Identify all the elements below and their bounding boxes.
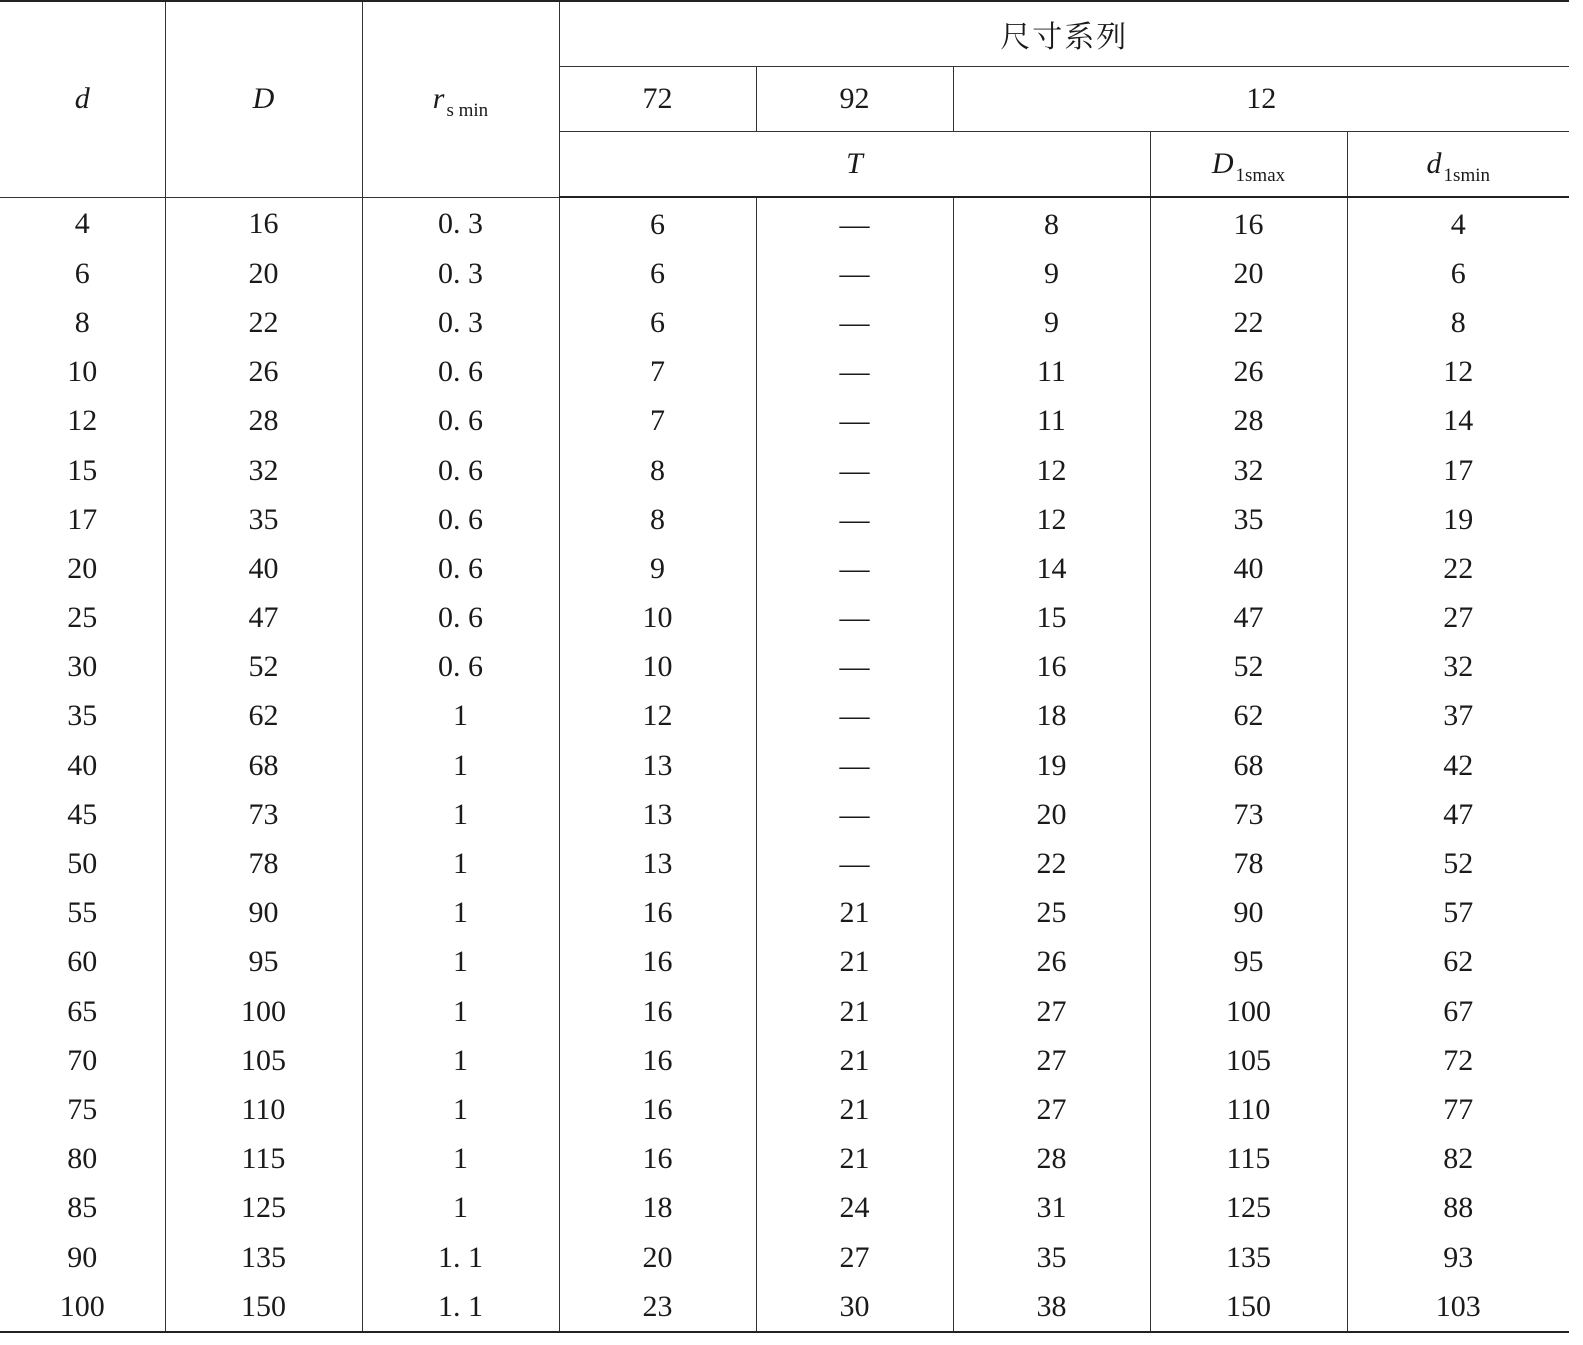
cell-T-92: 27 [756,1233,953,1282]
table-row [0,1036,1569,1085]
cell-r-s-min: 1 [362,1085,559,1134]
cell-D1smax: 35 [1150,495,1347,544]
cell-T-72: 16 [559,1085,756,1134]
cell-T-12: 27 [953,1036,1150,1085]
table-row [0,298,1569,347]
cell-T-12: 14 [953,544,1150,593]
cell-d1smin: 62 [1347,938,1569,987]
cell-r-s-min: 1 [362,1184,559,1233]
cell-d: 55 [67,896,98,930]
cell-d: 75 [67,1092,98,1126]
cell-T-72: 13 [559,839,756,888]
cell-T-12: 12 [953,446,1150,495]
cell-T-92: — [756,397,953,446]
header-d1-main: d [1426,147,1442,180]
cell-T-12: 18 [953,692,1150,741]
cell-D: 32 [165,446,362,495]
cell-T-12: 27 [953,1085,1150,1134]
cell-d: 80 [67,1142,98,1176]
cell-T-92: 21 [756,938,953,987]
cell-D: 90 [165,889,362,938]
cell-D1smax: 100 [1150,987,1347,1036]
cell-d1smin: 19 [1347,495,1569,544]
header-r-sub: s min [446,100,489,122]
cell-d1smin: 17 [1347,446,1569,495]
cell-d1smin: 47 [1347,790,1569,839]
cell-d: 17 [67,502,98,536]
cell-d: 85 [67,1191,98,1225]
cell-T-92: 30 [756,1282,953,1332]
cell-D1smax: 110 [1150,1085,1347,1134]
cell-d: 25 [67,601,98,635]
cell-T-72: 6 [559,197,756,249]
cell-T-92: — [756,197,953,249]
cell-r-s-min: 0. 3 [362,249,559,298]
cell-D: 35 [165,495,362,544]
cell-T-72: 18 [559,1184,756,1233]
cell-D: 105 [165,1036,362,1085]
cell-r-s-min: 1 [362,1135,559,1184]
cell-D1smax: 22 [1150,298,1347,347]
cell-T-12: 11 [953,348,1150,397]
cell-d: 10 [67,355,98,389]
table-row [0,1282,1569,1332]
cell-D1smax: 78 [1150,839,1347,888]
cell-d: 90 [67,1240,98,1274]
cell-T-92: — [756,839,953,888]
table-row [0,643,1569,692]
table-row [0,889,1569,938]
header-r-main: r [432,82,445,116]
cell-r-s-min: 0. 6 [362,643,559,692]
cell-T-92: 21 [756,1135,953,1184]
header-series-72: 72 [559,67,756,132]
cell-D: 26 [165,348,362,397]
cell-D: 73 [165,790,362,839]
cell-D: 110 [165,1085,362,1134]
cell-T-12: 28 [953,1135,1150,1184]
cell-d1smin: 52 [1347,839,1569,888]
cell-T-92: — [756,298,953,347]
cell-T-12: 31 [953,1184,1150,1233]
cell-D: 78 [165,839,362,888]
table-row [0,544,1569,593]
cell-d: 60 [67,945,98,979]
cell-d1smin: 77 [1347,1085,1569,1134]
header-d1-sub: 1smin [1443,165,1490,186]
cell-r-s-min: 1 [362,790,559,839]
header-T-text: T [846,147,863,180]
cell-D1smax: 62 [1150,692,1347,741]
cell-r-s-min: 1. 1 [362,1233,559,1282]
cell-d1smin: 8 [1347,298,1569,347]
cell-D1smax: 150 [1150,1282,1347,1332]
cell-d1smin: 67 [1347,987,1569,1036]
cell-T-12: 26 [953,938,1150,987]
cell-d: 8 [74,305,90,339]
header-D [165,1,362,197]
header-dimension-series [559,1,1569,67]
cell-r-s-min: 0. 3 [362,197,559,249]
cell-D: 100 [165,987,362,1036]
cell-d1smin: 88 [1347,1184,1569,1233]
cell-D1smax: 32 [1150,446,1347,495]
cell-D: 22 [165,298,362,347]
cell-T-72: 23 [559,1282,756,1332]
header-D1-main: D [1211,147,1234,180]
cell-D: 16 [165,197,362,249]
cell-D: 62 [165,692,362,741]
cell-d: 50 [67,847,98,881]
cell-d: 35 [67,699,98,733]
table-header [0,1,1569,197]
header-dimension-series-text: 尺寸系列 [1000,20,1129,55]
cell-d: 15 [67,453,98,487]
cell-D: 115 [165,1135,362,1184]
table-row [0,446,1569,495]
cell-T-92: 21 [756,1085,953,1134]
cell-d: 100 [0,1282,165,1332]
table-row [0,197,1569,249]
cell-T-12: 12 [953,495,1150,544]
cell-r-s-min: 0. 6 [362,544,559,593]
table-row [0,249,1569,298]
cell-T-92: 24 [756,1184,953,1233]
cell-T-12: 11 [953,397,1150,446]
cell-d: 45 [67,797,98,831]
table-row [0,741,1569,790]
cell-d1smin: 6 [1347,249,1569,298]
cell-T-92: — [756,348,953,397]
cell-d1smin: 57 [1347,889,1569,938]
cell-r-s-min: 0. 3 [362,298,559,347]
cell-T-92: — [756,741,953,790]
cell-D1smax: 73 [1150,790,1347,839]
header-D1-sub: 1smax [1235,165,1286,186]
cell-d1smin: 72 [1347,1036,1569,1085]
cell-d: 65 [67,994,98,1028]
cell-T-12: 8 [953,197,1150,249]
cell-D1smax: 90 [1150,889,1347,938]
cell-r-s-min: 1 [362,1036,559,1085]
header-d1smin [1347,132,1569,198]
table-row [0,594,1569,643]
cell-D: 95 [165,938,362,987]
table-row [0,1135,1569,1184]
cell-T-92: 21 [756,889,953,938]
header-D-text: D [252,82,275,116]
cell-d1smin: 27 [1347,594,1569,643]
cell-d1smin: 12 [1347,348,1569,397]
cell-T-92: — [756,594,953,643]
header-series-92: 92 [756,67,953,132]
header-r-s-min [362,1,559,197]
cell-T-72: 7 [559,397,756,446]
cell-d1smin: 82 [1347,1135,1569,1184]
cell-d: 20 [67,551,98,585]
cell-T-72: 16 [559,889,756,938]
header-D1smax [1150,132,1347,198]
cell-D1smax: 20 [1150,249,1347,298]
cell-T-12: 25 [953,889,1150,938]
cell-D: 135 [165,1233,362,1282]
cell-T-72: 7 [559,348,756,397]
cell-T-92: — [756,249,953,298]
cell-d1smin: 103 [1347,1282,1569,1332]
table-row [0,495,1569,544]
cell-T-12: 16 [953,643,1150,692]
cell-r-s-min: 0. 6 [362,348,559,397]
cell-T-12: 9 [953,249,1150,298]
cell-D1smax: 135 [1150,1233,1347,1282]
cell-d1smin: 14 [1347,397,1569,446]
cell-D1smax: 16 [1150,197,1347,249]
table-row [0,348,1569,397]
table-row [0,790,1569,839]
table-row [0,987,1569,1036]
cell-T-92: — [756,544,953,593]
cell-T-12: 15 [953,594,1150,643]
cell-r-s-min: 1 [362,938,559,987]
cell-r-s-min: 1. 1 [362,1282,559,1332]
cell-r-s-min: 0. 6 [362,495,559,544]
cell-T-12: 20 [953,790,1150,839]
cell-D1smax: 95 [1150,938,1347,987]
cell-T-92: 21 [756,987,953,1036]
cell-D: 150 [165,1282,362,1332]
cell-T-92: — [756,495,953,544]
cell-r-s-min: 0. 6 [362,397,559,446]
cell-D: 40 [165,544,362,593]
cell-T-72: 20 [559,1233,756,1282]
cell-T-72: 16 [559,1135,756,1184]
cell-D1smax: 52 [1150,643,1347,692]
cell-D: 20 [165,249,362,298]
cell-T-92: — [756,790,953,839]
cell-T-72: 8 [559,495,756,544]
cell-T-72: 16 [559,987,756,1036]
cell-d1smin: 4 [1347,197,1569,249]
cell-D: 52 [165,643,362,692]
cell-d1smin: 42 [1347,741,1569,790]
header-series-12: 12 [953,67,1569,132]
cell-D1smax: 40 [1150,544,1347,593]
header-row-1 [0,1,1569,67]
cell-T-12: 9 [953,298,1150,347]
cell-r-s-min: 1 [362,889,559,938]
header-d-text: d [74,82,90,116]
cell-T-92: — [756,692,953,741]
cell-T-72: 6 [559,249,756,298]
table-body [0,197,1569,1332]
table-row [0,397,1569,446]
table-row [0,839,1569,888]
cell-d: 12 [67,404,98,438]
cell-d: 30 [67,650,98,684]
cell-T-92: — [756,643,953,692]
cell-T-72: 10 [559,594,756,643]
header-d [0,1,165,197]
cell-d1smin: 37 [1347,692,1569,741]
cell-d: 40 [67,748,98,782]
cell-D1smax: 105 [1150,1036,1347,1085]
cell-T-12: 22 [953,839,1150,888]
cell-r-s-min: 1 [362,741,559,790]
table-row [0,938,1569,987]
cell-D: 28 [165,397,362,446]
cell-T-12: 19 [953,741,1150,790]
cell-d1smin: 93 [1347,1233,1569,1282]
table-row [0,1085,1569,1134]
table-row [0,1233,1569,1282]
cell-T-72: 16 [559,938,756,987]
cell-T-72: 8 [559,446,756,495]
cell-r-s-min: 0. 6 [362,594,559,643]
cell-r-s-min: 1 [362,987,559,1036]
cell-T-12: 27 [953,987,1150,1036]
table-row [0,1184,1569,1233]
cell-D: 47 [165,594,362,643]
cell-T-92: 21 [756,1036,953,1085]
cell-r-s-min: 1 [362,839,559,888]
cell-D1smax: 115 [1150,1135,1347,1184]
cell-T-12: 35 [953,1233,1150,1282]
cell-T-72: 6 [559,298,756,347]
cell-T-72: 13 [559,790,756,839]
cell-T-72: 12 [559,692,756,741]
cell-T-72: 16 [559,1036,756,1085]
cell-D: 68 [165,741,362,790]
header-T [559,132,1150,198]
cell-D1smax: 68 [1150,741,1347,790]
cell-T-12: 38 [953,1282,1150,1332]
cell-r-s-min: 1 [362,692,559,741]
cell-d1smin: 22 [1347,544,1569,593]
cell-r-s-min: 0. 6 [362,446,559,495]
cell-d: 6 [74,256,90,290]
cell-d: 4 [74,207,90,241]
table-row [0,692,1569,741]
cell-D: 125 [165,1184,362,1233]
cell-T-72: 9 [559,544,756,593]
cell-T-92: — [756,446,953,495]
cell-D1smax: 125 [1150,1184,1347,1233]
cell-T-72: 10 [559,643,756,692]
cell-T-72: 13 [559,741,756,790]
cell-D1smax: 26 [1150,348,1347,397]
cell-D1smax: 47 [1150,594,1347,643]
cell-d1smin: 32 [1347,643,1569,692]
cell-d: 70 [67,1043,98,1077]
cell-D1smax: 28 [1150,397,1347,446]
